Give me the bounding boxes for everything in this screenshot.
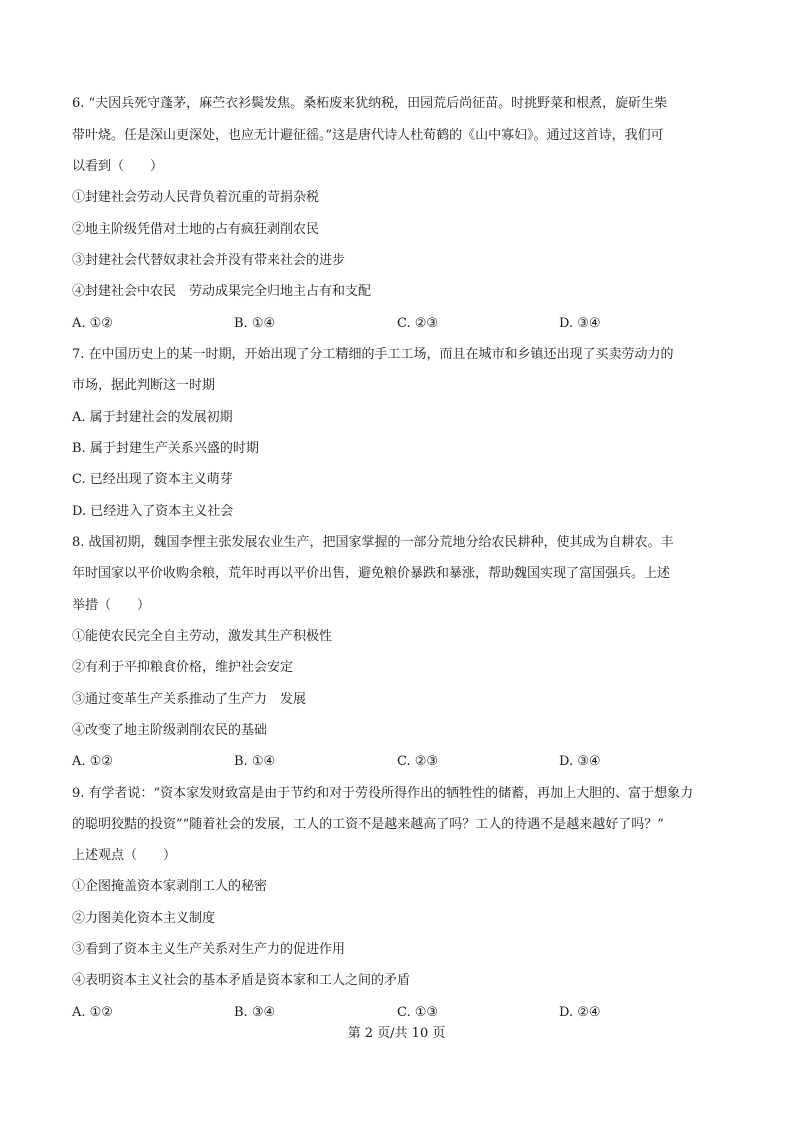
question-7-option-d: D. 已经进入了资本主义社会 (72, 504, 234, 519)
question-7-option-b: B. 属于封建生产关系兴盛的时期 (72, 441, 259, 456)
question-9-statement-2: ②力图美化资本主义制度 (72, 911, 216, 926)
question-8-stem-line-2: 年时国家以平价收购余粮，荒年时再以平价出售，避免粮价暴跌和暴涨，帮助魏国实现了富国强兵。上述 (72, 566, 671, 581)
question-8-statement-1: ①能使农民完全自主劳动，激发其生产积极性 (72, 629, 333, 644)
question-9-choice-b: B. ③④ (234, 1005, 276, 1020)
question-6-statement-3: ③封建社会代替奴隶社会并没有带来社会的进步 (72, 253, 346, 268)
question-8-statement-2: ②有利于平抑粮食价格，维护社会安定 (72, 660, 294, 675)
question-7-option-c: C. 已经出现了资本主义萌芽 (72, 472, 233, 487)
question-9-stem-line-2: 的聪明狡黠的投资”“随着社会的发展，工人的工资不是越来越高了吗？工人的待遇不是越来越好了吗？” (72, 817, 664, 832)
question-9-choice-a: A. ①② (72, 1005, 113, 1020)
question-7-stem-line-1: 7. 在中国历史上的某一时期，开始出现了分工精细的手工工场，而且在城市和乡镇还出现了买卖劳动力的 (72, 347, 674, 362)
question-6-statement-4: ④封建社会中农民 劳动成果完全归地主占有和支配 (72, 284, 372, 299)
question-9-stem-line-3: 上述观点（ ） (72, 848, 177, 863)
question-9-choice-d: D. ②④ (559, 1005, 601, 1020)
question-9-stem-line-1: 9. 有学者说：“资本家发财致富是由于节约和对于劳役所得作出的牺牲性的储蓄，再加上大胆的、富于想象力 (72, 786, 694, 801)
question-6-choice-c: C. ②③ (397, 316, 439, 331)
question-8-stem-line-3: 举措（ ） (72, 598, 151, 613)
question-6-stem-line-3: 以看到（ ） (72, 159, 164, 174)
question-6-choice-a: A. ①② (72, 316, 113, 331)
question-8-stem-line-1: 8. 战国初期，魏国李悝主张发展农业生产，把国家掌握的一部分荒地分给农民耕种，使其成为自耕农。丰 (72, 535, 674, 550)
question-9-choices (72, 1003, 732, 1023)
question-8-statement-3: ③通过变革生产关系推动了生产力 发展 (72, 692, 307, 707)
page-number-footer: 第 2 页/共 10 页 (347, 1026, 446, 1041)
question-6-statement-2: ②地主阶级凭借对土地的占有疯狂剥削农民 (72, 222, 320, 237)
question-8-choice-d: D. ③④ (559, 754, 601, 769)
question-6-choice-b: B. ①④ (234, 316, 276, 331)
question-6-statement-1: ①封建社会劳动人民背负着沉重的苛捐杂税 (72, 190, 320, 205)
question-6-choice-d: D. ③④ (559, 316, 601, 331)
question-6-stem-line-1: 6. “夫因兵死守蓬茅，麻苎衣衫鬓发焦。桑柘废来犹纳税，田园荒后尚征苗。时挑野菜和根煮，旋斫生柴 (72, 96, 668, 111)
question-7-option-a: A. 属于封建社会的发展初期 (72, 410, 233, 425)
question-8-choices (72, 752, 732, 772)
question-6-stem-line-2: 带叶烧。任是深山更深处，也应无计避征徭。”这是唐代诗人杜荀鹤的《山中寡妇》。通过这首诗，我们可 (72, 128, 664, 143)
question-9-statement-3: ③看到了资本主义生产关系对生产力的促进作用 (72, 942, 346, 957)
question-9-statement-1: ①企图掩盖资本家剥削工人的秘密 (72, 879, 268, 894)
question-9-choice-c: C. ①③ (397, 1005, 439, 1020)
question-6-choices (72, 314, 732, 334)
question-8-choice-a: A. ①② (72, 754, 113, 769)
question-8-choice-c: C. ②③ (397, 754, 439, 769)
question-7-stem-line-2: 市场，据此判断这一时期 (72, 378, 216, 393)
question-8-choice-b: B. ①④ (234, 754, 276, 769)
question-8-statement-4: ④改变了地主阶级剥削农民的基础 (72, 723, 268, 738)
question-9-statement-4: ④表明资本主义社会的基本矛盾是资本家和工人之间的矛盾 (72, 973, 411, 988)
